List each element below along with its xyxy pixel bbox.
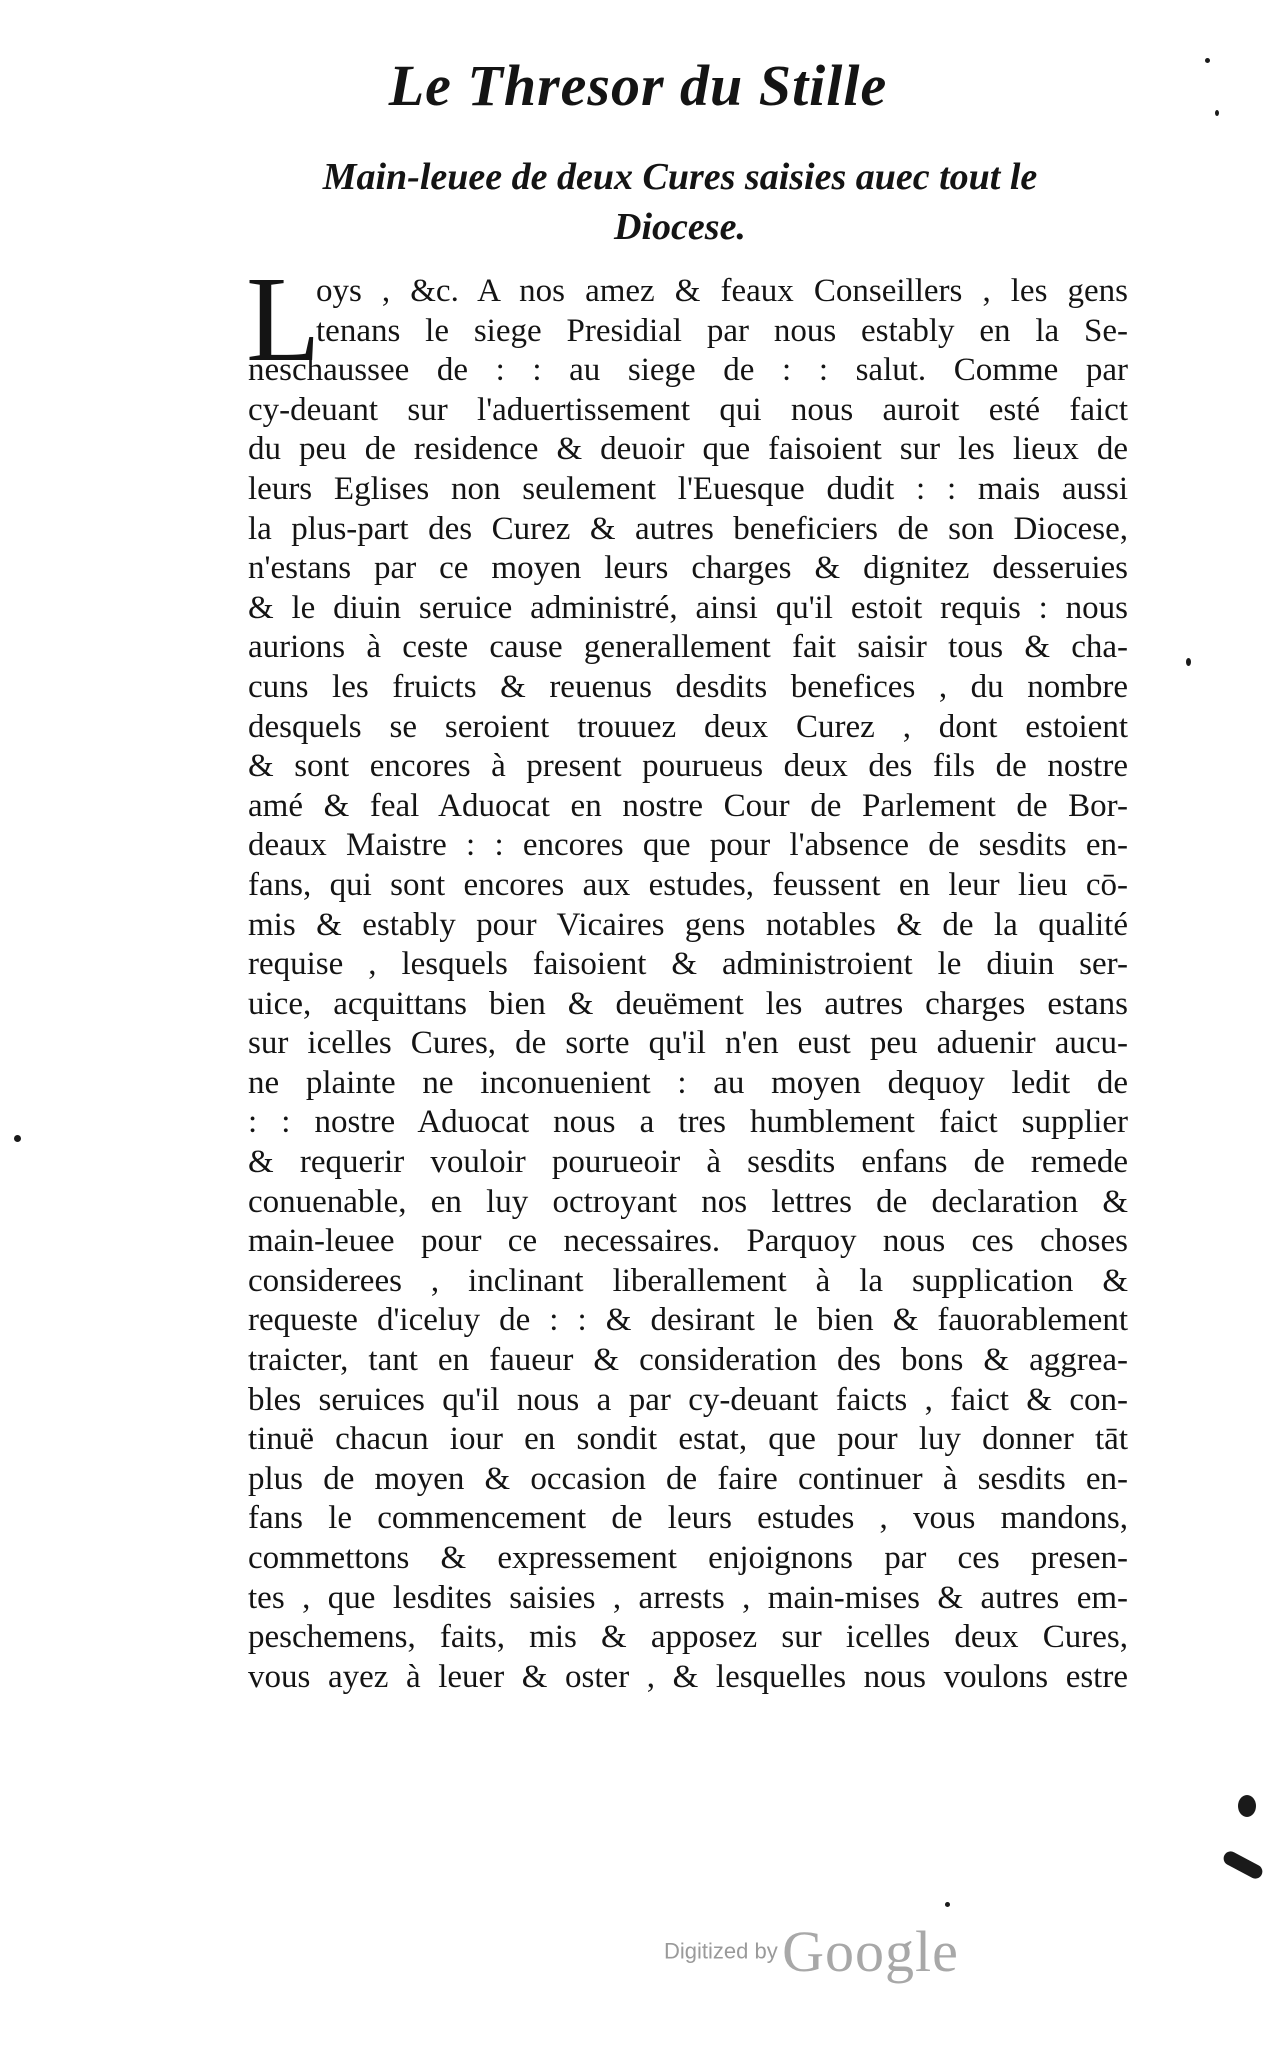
text-line: & requerir vouloir pourueoir à sesdits enfans de remede (248, 1144, 1128, 1181)
scan-speck (14, 1135, 21, 1142)
text-line: ne plainte ne inconuenient : au moyen dequoy ledit de (248, 1064, 1128, 1101)
text-line: plus de moyen & occasion de faire continuer à sesdits en- (248, 1460, 1128, 1497)
body-text (246, 252, 1128, 1697)
text-line: aurions à ceste cause generallement fait saisir tous & cha- (248, 629, 1128, 666)
drop-cap-letter: L (246, 252, 321, 387)
scan-speck (1215, 110, 1219, 116)
text-line: vous ayez à leuer & oster , & lesquelles nous voulons estre (248, 1658, 1128, 1695)
text-line: tenans le siege Presidial par nous estably en la Se- (316, 312, 1128, 349)
text-line: fans le commencement de leurs estudes , vous mandons, (248, 1500, 1128, 1537)
text-line: considerees , inclinant liberallement à la supplication & (248, 1262, 1128, 1299)
text-line: & le diuin seruice administré, ainsi qu'il estoit requis : nous (248, 589, 1128, 626)
text-line: commettons & expressement enjoignons par ces presen- (248, 1540, 1128, 1576)
text-line: fans, qui sont encores aux estudes, feussent en leur lieu cō- (248, 866, 1128, 903)
text-line: n'estans par ce moyen leurs charges & dignitez desseruies (248, 550, 1128, 587)
text-line: tinuë chacun iour en sondit estat, que pour luy donner tāt (248, 1421, 1128, 1458)
scan-speck (1221, 1849, 1265, 1881)
text-line: peschemens, faits, mis & apposez sur icelles deux Cures, (248, 1619, 1128, 1656)
watermark-prefix: Digitized by (664, 1938, 778, 1964)
scan-speck (1186, 658, 1191, 666)
text-line: sur icelles Cures, de sorte qu'il n'en eust peu aduenir aucu- (248, 1025, 1128, 1062)
text-line: amé & feal Aduocat en nostre Cour de Parlement de Bor- (248, 787, 1128, 824)
digitized-by-watermark (664, 1918, 959, 1985)
text-line: deaux Maistre : : encores que pour l'absence de sesdits en- (248, 827, 1128, 864)
section-title-line-2: Diocese. (614, 206, 746, 248)
text-line: du peu de residence & deuoir que faisoient sur les lieux de (248, 431, 1128, 468)
text-line: oys , &c. A nos amez & feaux Conseillers , les gens (316, 273, 1128, 309)
text-line: cy-deuant sur l'aduertissement qui nous auroit esté faict (248, 391, 1128, 428)
text-line: cuns les fruicts & reuenus desdits benefices , du nombre (248, 668, 1128, 705)
text-line: main-leuee pour ce necessaires. Parquoy nous ces choses (248, 1223, 1128, 1260)
text-line: traicter, tant en faueur & consideration des bons & aggrea- (248, 1342, 1128, 1379)
scan-speck (1205, 58, 1210, 63)
section-title-line-1: Main-leuee de deux Cures saisies auec tout le (322, 156, 1038, 198)
text-line: : : nostre Aduocat nous a tres humblement faict supplier (248, 1104, 1128, 1141)
text-line: desquels se seroient trouuez deux Curez , dont estoient (248, 708, 1128, 745)
text-line: neschaussee de : : au siege de : : salut. Comme par (248, 352, 1128, 389)
text-line: requeste d'iceluy de : : & desirant le bien & fauorablement (248, 1302, 1128, 1339)
section-title (300, 152, 1060, 252)
text-line: leurs Eglises non seulement l'Euesque dudit : : mais aussi (248, 470, 1128, 507)
scan-speck (1238, 1795, 1256, 1817)
text-line: la plus-part des Curez & autres beneficiers de son Diocese, (248, 510, 1128, 547)
scan-speck (945, 1902, 950, 1907)
text-line: mis & estably pour Vicaires gens notables & de la qualité (248, 906, 1128, 943)
text-line: conuenable, en luy octroyant nos lettres de declaration & (248, 1183, 1128, 1220)
text-line: tes , que lesdites saisies , arrests , main-mises & autres em- (248, 1579, 1128, 1616)
text-line: bles seruices qu'il nous a par cy-deuant faicts , faict & con- (248, 1381, 1128, 1418)
text-line: uice, acquittans bien & deuëment les autres charges estans (248, 985, 1128, 1022)
google-logo: Google (782, 1919, 959, 1984)
text-line: requise , lesquels faisoient & administroient le diuin ser- (248, 946, 1128, 983)
text-line: & sont encores à present pourueus deux des fils de nostre (248, 748, 1128, 785)
running-head: Le Thresor du Stille (388, 53, 888, 118)
